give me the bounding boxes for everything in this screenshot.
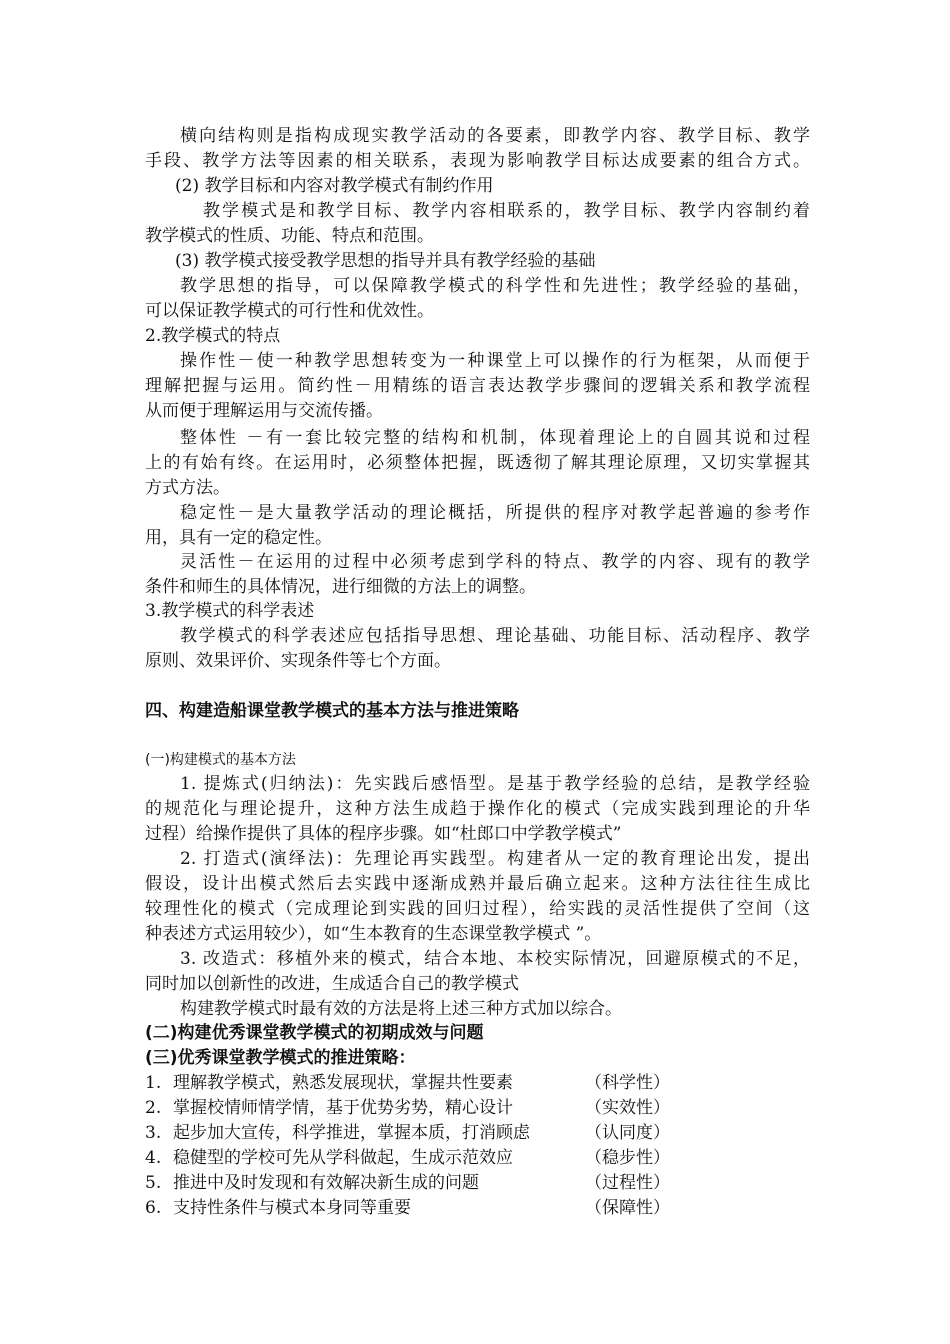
method-line: 1. 提炼式(归纳法)：先实践后感悟型。是基于教学经验的总结，是教学经验 bbox=[180, 774, 810, 794]
method-line: 种表述方式运用较少），如“生本教育的生态课堂教学模式 ”。 bbox=[145, 924, 602, 944]
paragraph-line: 理解把握与运用。简约性－用精练的语言表达教学步骤间的逻辑关系和教学流程 bbox=[145, 376, 810, 396]
list-item-text: 推进中及时发现和有效解决新生成的问题 bbox=[173, 1173, 479, 1193]
list-item-tag: （过程性） bbox=[585, 1173, 670, 1193]
list-item-text: 掌握校情师情学情，基于优势劣势，精心设计 bbox=[173, 1098, 513, 1118]
paragraph-line: 灵活性－在运用的过程中必须考虑到学科的特点、教学的内容、现有的教学 bbox=[180, 552, 810, 572]
paragraph-line: 用，具有一定的稳定性。 bbox=[145, 528, 332, 548]
list-item-tag: （保障性） bbox=[585, 1198, 670, 1218]
list-item-number: 3. bbox=[145, 1123, 162, 1143]
section-number-heading: 2.教学模式的特点 bbox=[145, 326, 281, 346]
paragraph-line: 条件和师生的具体情况，进行细微的方法上的调整。 bbox=[145, 577, 536, 597]
subsection-heading: (三)优秀课堂教学模式的推进策略： bbox=[145, 1048, 416, 1068]
paragraph-line: 手段、教学方法等因素的相关联系，表现为影响教学目标达成要素的组合方式。 bbox=[145, 151, 810, 171]
section-number-heading: 3.教学模式的科学表述 bbox=[145, 601, 315, 621]
list-item-text: 理解教学模式，熟悉发展现状，掌握共性要素 bbox=[173, 1073, 513, 1093]
method-line: 2. 打造式(演绎法)：先理论再实践型。构建者从一定的教育理论出发，提出 bbox=[180, 849, 810, 869]
list-item-text: 支持性条件与模式本身同等重要 bbox=[173, 1198, 411, 1218]
list-item-tag: （科学性） bbox=[585, 1073, 670, 1093]
list-item-number: 1. bbox=[145, 1073, 162, 1093]
list-item-number: 6. bbox=[145, 1198, 162, 1218]
paragraph-line: 教学思想的指导，可以保障教学模式的科学性和先进性；教学经验的基础， bbox=[180, 276, 810, 296]
paragraph-line: 教学模式是和教学目标、教学内容相联系的，教学目标、教学内容制约着 bbox=[203, 201, 810, 221]
list-item-tag: （认同度） bbox=[585, 1123, 670, 1143]
list-item-number: 4. bbox=[145, 1148, 162, 1168]
list-item-text: 稳健型的学校可先从学科做起，生成示范效应 bbox=[173, 1148, 513, 1168]
paragraph-line: 方式方法。 bbox=[145, 478, 230, 498]
method-line: 过程）给操作提供了具体的程序步骤。如“杜郎口中学教学模式” bbox=[145, 824, 622, 844]
method-line: 的规范化与理论提升，这种方法生成趋于操作化的模式（完成实践到理论的升华 bbox=[145, 799, 810, 819]
paragraph-line: 上的有始有终。在运用时，必须整体把握，既透彻了解其理论原理，又切实掌握其 bbox=[145, 453, 810, 473]
paragraph-line: 教学模式的性质、功能、特点和范围。 bbox=[145, 226, 434, 246]
list-heading: (3) 教学模式接受教学思想的指导并具有教学经验的基础 bbox=[175, 251, 596, 271]
section-heading: 四、构建造船课堂教学模式的基本方法与推进策略 bbox=[145, 701, 519, 721]
subsection-heading: (二)构建优秀课堂教学模式的初期成效与问题 bbox=[145, 1023, 484, 1043]
subsection-heading: (一)构建模式的基本方法 bbox=[145, 752, 296, 768]
method-line: 3. 改造式：移植外来的模式，结合本地、本校实际情况，回避原模式的不足， bbox=[180, 949, 810, 969]
list-item-tag: （稳步性） bbox=[585, 1148, 670, 1168]
method-line: 较理性化的模式（完成理论到实践的回归过程），给实践的灵活性提供了空间（这 bbox=[145, 899, 810, 919]
list-item-number: 5. bbox=[145, 1173, 162, 1193]
method-line: 同时加以创新性的改进，生成适合自己的教学模式 bbox=[145, 974, 519, 994]
list-heading: (2) 教学目标和内容对教学模式有制约作用 bbox=[175, 176, 494, 196]
method-conclusion: 构建教学模式时最有效的方法是将上述三种方式加以综合。 bbox=[180, 999, 622, 1019]
paragraph-line: 稳定性－是大量教学活动的理论概括，所提供的程序对教学起普遍的参考作 bbox=[180, 503, 810, 523]
paragraph-line: 原则、效果评价、实现条件等七个方面。 bbox=[145, 651, 451, 671]
paragraph-line: 可以保证教学模式的可行性和优效性。 bbox=[145, 301, 434, 321]
paragraph-line: 横向结构则是指构成现实教学活动的各要素，即教学内容、教学目标、教学 bbox=[180, 126, 810, 146]
list-item-number: 2. bbox=[145, 1098, 162, 1118]
paragraph-line: 教学模式的科学表述应包括指导思想、理论基础、功能目标、活动程序、教学 bbox=[180, 626, 810, 646]
list-item-tag: （实效性） bbox=[585, 1098, 670, 1118]
paragraph-line: 从而便于理解运用与交流传播。 bbox=[145, 401, 383, 421]
list-item-text: 起步加大宣传，科学推进，掌握本质，打消顾虑 bbox=[173, 1123, 530, 1143]
paragraph-line: 操作性－使一种教学思想转变为一种课堂上可以操作的行为框架，从而便于 bbox=[180, 351, 810, 371]
paragraph-line: 整体性 －有一套比较完整的结构和机制，体现着理论上的自圆其说和过程 bbox=[180, 428, 810, 448]
method-line: 假设，设计出模式然后去实践中逐渐成熟并最后确立起来。这种方法往往生成比 bbox=[145, 874, 810, 894]
